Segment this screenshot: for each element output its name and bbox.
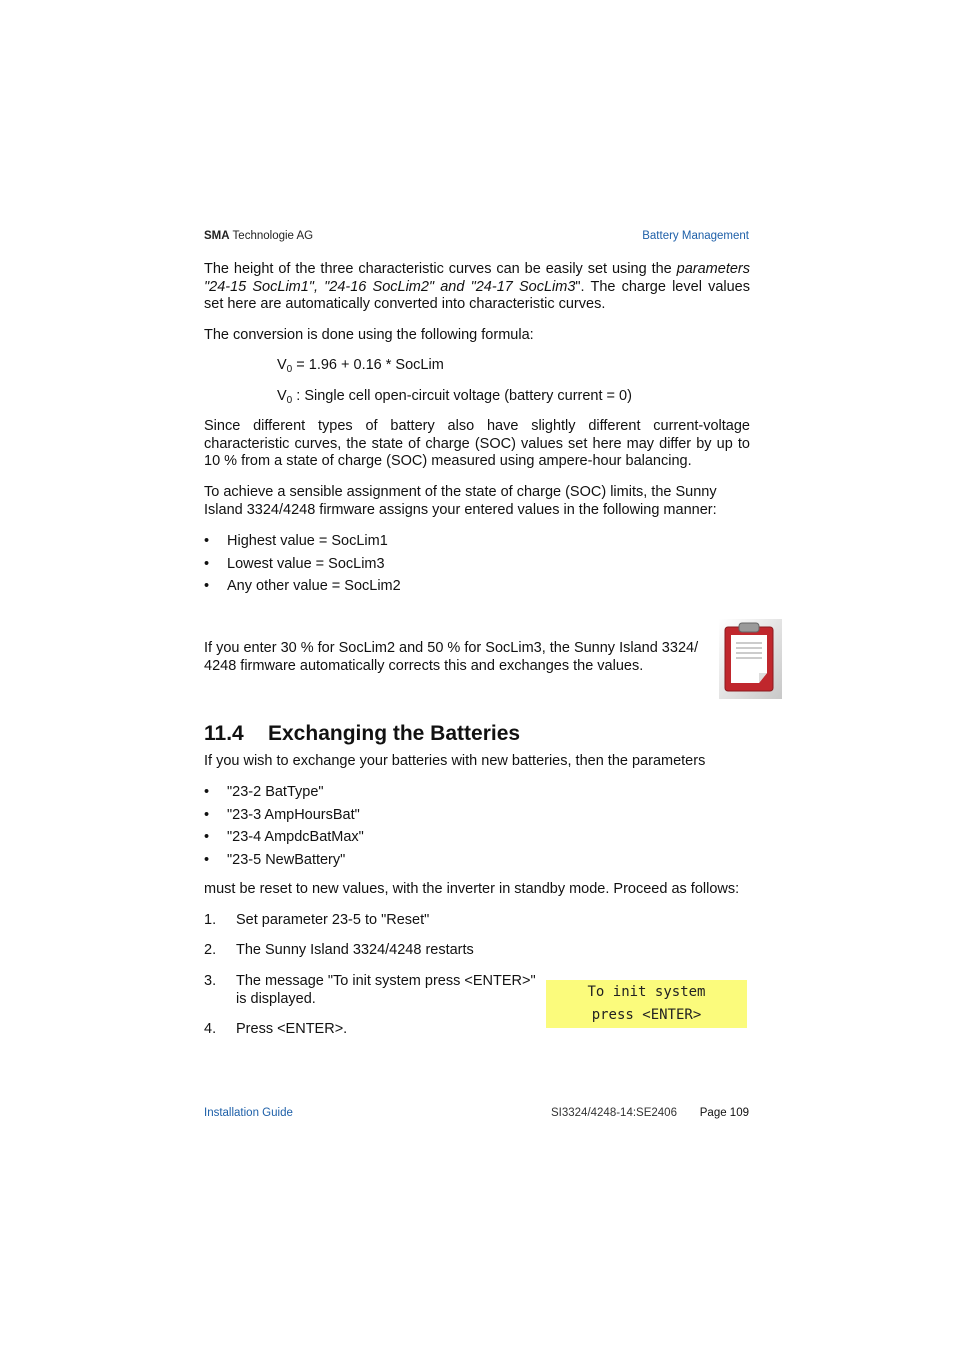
list-item: • Any other value = SocLim2	[204, 578, 401, 595]
note-text: If you enter 30 % for SocLim2 and 50 % for SocLim3, the Sunny Island 3324/ 4248 firmware automatically corrects this and exchanges the values.	[204, 640, 699, 674]
paragraph-reset: must be reset to new values, with the inverter in standby mode. Proceed as follows:	[204, 881, 740, 897]
soclim-assignment-list	[204, 530, 401, 598]
footer-guide: Installation Guide	[204, 1107, 293, 1119]
list-item: • "23-4 AmpdcBatMax"	[204, 829, 364, 846]
list-item: • Lowest value = SocLim3	[204, 555, 385, 572]
document-page: SMA Technologie AG Battery Management The height of the three characteristic curves can be easily set using the parameters "24-15 SocLim1", "24-16 SocLim2" and "24-17 SocLim3". The charge level values set here are automatically converted into characteristic curves. The conversion is done using the following formula: $V_0 = 1.96 + 0.16$ * SocLim $V_0$ : Single cell open-circuit voltage (battery current = 0) Since different types of battery also have slightly different current-voltage characteristic curves, the state of charge (SOC) values set here may differ by up to 10 % from a state of charge (SOC) measured using ampere-hour balancing. To achieve a sensible assignment of the state of charge (SOC) limits, the Sunny Island 3324/4248 firmware assigns your entered values in the following manner: • Highest value = SocLim1 • Lowest value = SocLim3 • Any other value = SocLim2 If you enter 30 % for SocLim2 and 50 % for SocLim3, the Sunny Island 3324/ 4248 firmware automatically corrects this and exchanges the values. 11.4 Exchanging the Batteries If you wish to exchange your batteries with new batteries, then the parameters • "23-2 BatType" • "23-3 AmpHoursBat" • "23-4 AmpdcBatMax" • "23-5 NewBattery" must be reset to new values, with the inverter in standby mode. Proceed as follows: 1. Set parameter 23-5 to "Reset" 2. The Sunny Island 3324/4248 restarts 3. The message "To init system press <ENTER>" is displayed. 4. Press <ENTER>. To init system press <ENTER> Installation Guide SI3324/4248-14:SE2406 Page 109	[0, 0, 954, 1351]
paragraph-soc-difference: Since different types of battery also have slightly different current-voltage characteristic curves, the state of charge (SOC) values set here may differ by up to 10 % from a state of charge (SOC) measured using ampere-hour balancing.	[204, 418, 750, 469]
header-company: SMA Technologie AG	[204, 230, 314, 242]
clipboard-note-icon	[719, 619, 782, 699]
paragraph-curves: The height of the three characteristic curves can be easily set using the parameters "24-15 SocLim1", "24-16 SocLim2" and "24-17 SocLim3". The charge level values set here are automatically converted into characteristic curves.	[204, 261, 750, 312]
list-item: • Highest value = SocLim1	[204, 533, 388, 549]
lcd-line-2: press <ENTER>	[591, 1007, 702, 1023]
formula-definition: $V_0$ : Single cell open-circuit voltage (battery current = 0)	[277, 388, 632, 406]
header-section: Battery Management	[642, 230, 749, 242]
formula-line: $V_0 = 1.96 + 0.16$ * SocLim	[277, 357, 444, 375]
list-item: • "23-2 BatType"	[204, 784, 324, 800]
lcd-line-1: To init system	[587, 984, 706, 1000]
paragraph-soc-assignment: To achieve a sensible assignment of the state of charge (SOC) limits, the Sunny Island 3324/4248 firmware assigns your entered values in the following manner:	[204, 484, 717, 518]
paragraph-conversion: The conversion is done using the following formula:	[204, 327, 534, 343]
parameter-list	[204, 781, 364, 871]
footer-document-code: SI3324/4248-14:SE2406	[551, 1107, 677, 1119]
section-heading: 11.4 Exchanging the Batteries	[204, 722, 521, 745]
paragraph-exchange-intro: If you wish to exchange your batteries with new batteries, then the parameters	[204, 753, 706, 769]
footer-page-number: Page 109	[699, 1107, 749, 1119]
list-item: • "23-5 NewBattery"	[204, 851, 346, 868]
lcd-display	[546, 980, 747, 1028]
list-item: • "23-3 AmpHoursBat"	[204, 806, 360, 823]
